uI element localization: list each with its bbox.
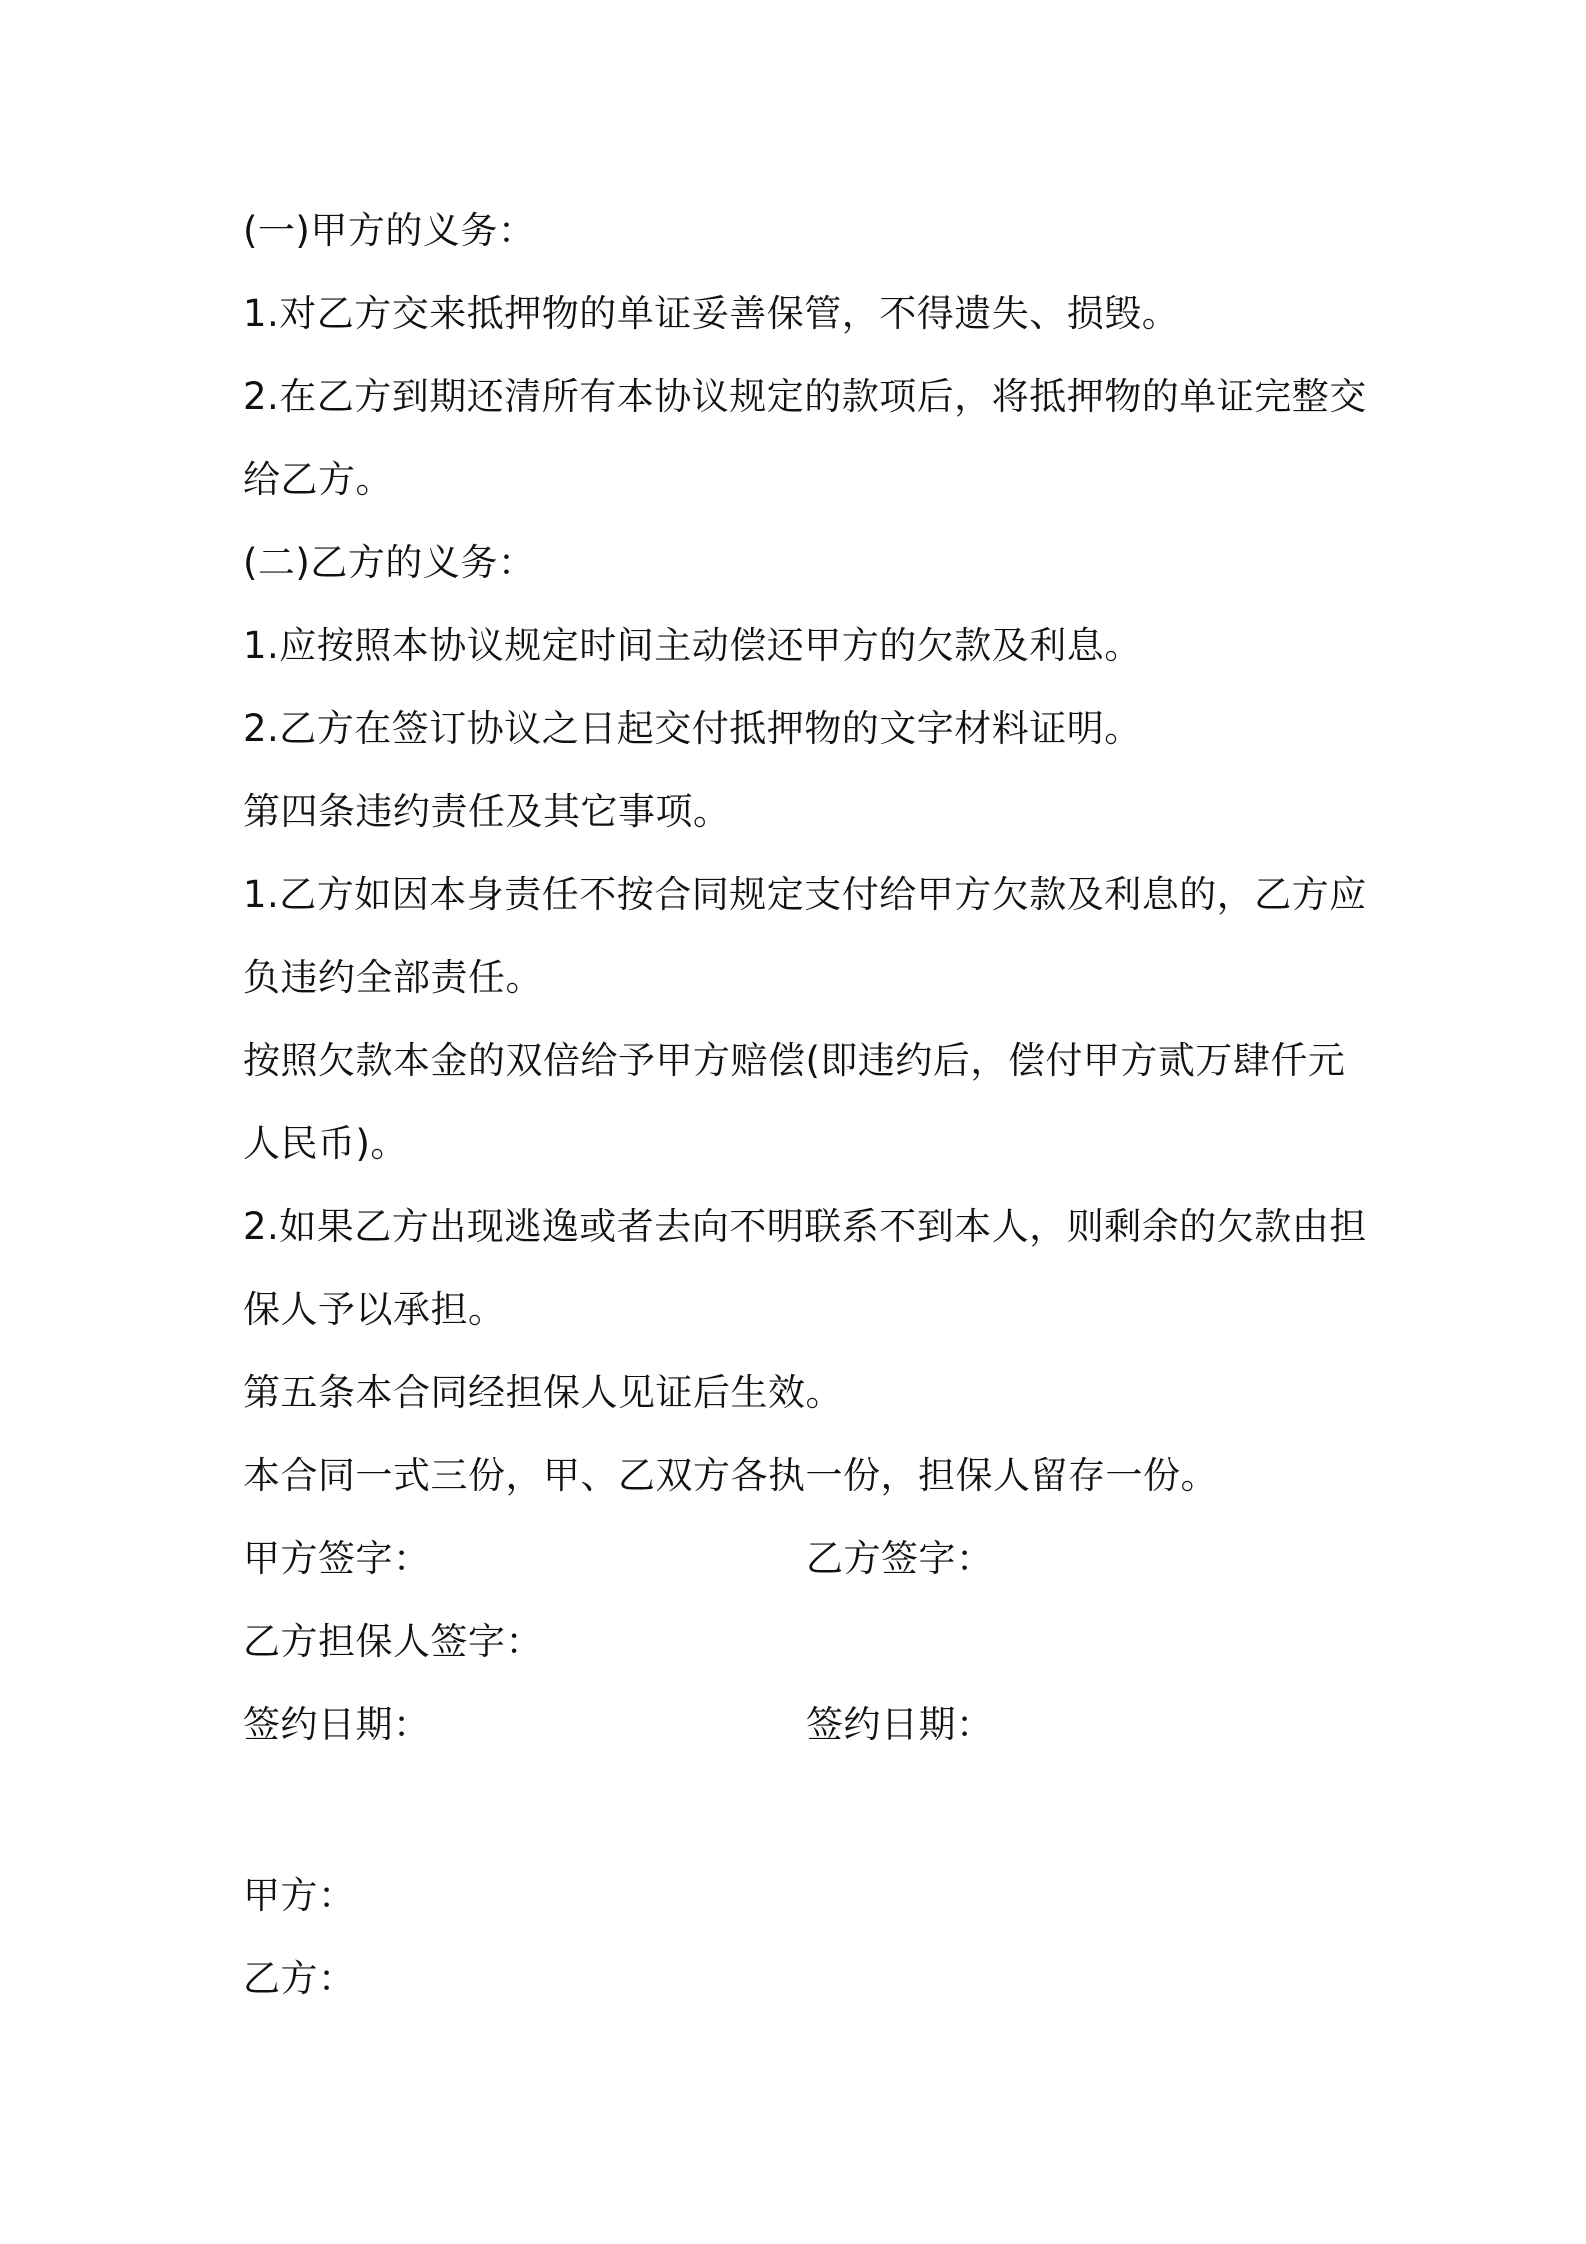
footer-party-b-label: 乙方： [243,1957,356,2000]
article-four-heading: 第四条违约责任及其它事项。 [243,790,731,833]
paragraph: 1.应按照本协议规定时间主动偿还甲方的欠款及利息。 [243,624,1142,667]
paragraph: 2.如果乙方出现逃逸或者去向不明联系不到本人，则剩余的欠款由担 [243,1205,1367,1248]
signing-date-left-label: 签约日期： [243,1703,431,1746]
paragraph: 2.在乙方到期还清所有本协议规定的款项后，将抵押物的单证完整交 [243,375,1367,418]
footer-party-a-label: 甲方： [243,1874,356,1917]
paragraph-continuation: 人民币)。 [243,1122,408,1165]
paragraph-continuation: 保人予以承担。 [243,1288,506,1331]
paragraph: 1.乙方如因本身责任不按合同规定支付给甲方欠款及利息的，乙方应 [243,873,1367,916]
paragraph: 本合同一式三份，甲、乙双方各执一份，担保人留存一份。 [243,1454,1218,1497]
party-a-signature-label: 甲方签字： [243,1537,431,1580]
paragraph: 2.乙方在签订协议之日起交付抵押物的文字材料证明。 [243,707,1142,750]
section-party-a-obligations-heading: (一)甲方的义务： [243,209,536,252]
party-b-signature-label: 乙方签字： [806,1537,994,1580]
article-five-heading: 第五条本合同经担保人见证后生效。 [243,1371,843,1414]
signing-date-right-label: 签约日期： [806,1703,994,1746]
section-party-b-obligations-heading: (二)乙方的义务： [243,541,536,584]
guarantor-signature-label: 乙方担保人签字： [243,1620,543,1663]
paragraph: 1.对乙方交来抵押物的单证妥善保管，不得遗失、损毁。 [243,292,1180,335]
paragraph-continuation: 负违约全部责任。 [243,956,543,999]
paragraph: 按照欠款本金的双倍给予甲方赔偿(即违约后，偿付甲方贰万肆仟元 [243,1039,1346,1082]
paragraph-continuation: 给乙方。 [243,458,393,501]
